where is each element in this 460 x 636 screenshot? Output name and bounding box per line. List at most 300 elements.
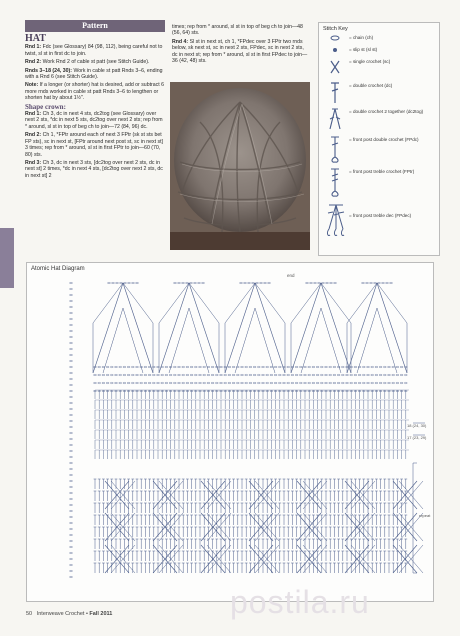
- diagram-chain: [70, 498, 73, 500]
- diagram-chain: [70, 372, 73, 374]
- diagram-stroke: [321, 283, 351, 373]
- diagram-chain: [320, 382, 323, 384]
- diagram-chain: [253, 374, 256, 376]
- diagram-chain: [266, 382, 269, 384]
- diagram-stroke: [291, 283, 321, 373]
- diagram-chain: [379, 374, 382, 376]
- diagram-chain: [375, 382, 378, 384]
- diagram-chain: [312, 382, 315, 384]
- diagram-chain: [245, 374, 248, 376]
- diagram-chain: [375, 366, 378, 368]
- diagram-chain: [334, 282, 337, 284]
- diagram-chain: [144, 366, 147, 368]
- diagram-chain: [392, 374, 395, 376]
- diagram-chain: [70, 384, 73, 386]
- page-footer: 50 Interweave Crochet • Fall 2011: [26, 611, 113, 617]
- diagram-chain: [70, 330, 73, 332]
- diagram-chain: [220, 366, 223, 368]
- diagram-chain: [382, 282, 385, 284]
- diagram-chain: [341, 374, 344, 376]
- diagram-chain: [278, 366, 281, 368]
- instruction-row: Rnds 3–18 (24, 30): Work in cable st patt Rnds 3–6, ending with a Rnd 6 (see Stitch Guide).: [25, 67, 163, 81]
- diagram-chain: [283, 382, 286, 384]
- diagram-chain: [115, 366, 118, 368]
- diagram-chain: [70, 552, 73, 554]
- key-dc2tog: [323, 107, 437, 127]
- diagram-chain: [270, 374, 273, 376]
- diagram-stroke: [377, 283, 407, 323]
- diagram-chain: [119, 382, 122, 384]
- diagram-chain: [161, 374, 164, 376]
- diagram-chain: [312, 374, 315, 376]
- single-crochet-icon: [327, 57, 343, 77]
- diagram-chain: [400, 374, 403, 376]
- diagram-chain: [232, 374, 235, 376]
- diagram-chain: [202, 282, 205, 284]
- double-crochet-icon: [327, 81, 343, 101]
- diagram-chain: [70, 300, 73, 302]
- diagram-chain: [256, 282, 259, 284]
- diagram-chain: [127, 374, 130, 376]
- diagram-chain: [224, 382, 227, 384]
- diagram-chain: [362, 282, 365, 284]
- diagram-chain: [70, 480, 73, 482]
- diagram-chain: [203, 374, 206, 376]
- diagram-chain: [112, 282, 115, 284]
- diagram-chain: [257, 366, 260, 368]
- diagram-chain: [123, 366, 126, 368]
- diagram-label-repeat: repeat: [419, 513, 431, 518]
- diagram-chain: [257, 382, 260, 384]
- diagram-chain: [316, 366, 319, 368]
- diagram-chain: [350, 382, 353, 384]
- diagram-stroke: [377, 308, 397, 373]
- diagram-chain: [157, 374, 160, 376]
- diagram-chain: [182, 382, 185, 384]
- diagram-chain: [215, 382, 218, 384]
- diagram-chain: [329, 382, 332, 384]
- diagram-label-round: 17 (23, 29): [407, 435, 427, 440]
- instruction-row: Rnd 4: Sl st in next st, ch 1, *FPdec over 3 FPtr two rnds below, sk next st, sc in next 2 sts, FPdec, sc in next 2 sts, dc in next st; rep from * around, sl st in first FPdec to join—36 (42, 48) sts.: [172, 38, 308, 65]
- diagram-chain: [70, 342, 73, 344]
- instructions-column-1: [25, 33, 165, 181]
- page-number: 50: [26, 611, 33, 617]
- diagram-chain: [140, 374, 143, 376]
- diagram-chain: [98, 374, 101, 376]
- diagram-chain: [165, 366, 168, 368]
- diagram-chain: [70, 474, 73, 476]
- dc2tog-icon: [327, 107, 343, 127]
- diagram-chain: [299, 382, 302, 384]
- instruction-row: Rnd 1: Fdc (see Glossary) 84 (98, 112), being careful not to twist, sl st in first dc to join.: [25, 44, 163, 57]
- diagram-chain: [400, 366, 403, 368]
- diagram-stroke: [321, 308, 341, 373]
- diagram-stroke: [255, 308, 275, 373]
- diagram-chain: [124, 282, 127, 284]
- instructions-column-2: [172, 24, 310, 66]
- diagram-chain: [173, 382, 176, 384]
- diagram-chain: [203, 366, 206, 368]
- diagram-chain: [70, 450, 73, 452]
- diagram-stroke: [255, 283, 285, 373]
- diagram-chain: [102, 382, 105, 384]
- diagram-stroke: [347, 283, 377, 323]
- diagram-chain: [362, 366, 365, 368]
- diagram-chain: [190, 382, 193, 384]
- diagram-chain: [283, 374, 286, 376]
- instruction-row: Rnd 2: Ch 1, *FPtr around each of next 3 FPtr (sk st sts bet FP sts), sc in next st, [FPtr around next post st, sc in next st] 3 times; rep from * around, sl st in first FPtr to join—60 (70, 80) sts.: [25, 132, 164, 158]
- diagram-stroke: [301, 308, 321, 373]
- diagram-chain: [70, 528, 73, 530]
- diagram-chain: [241, 374, 244, 376]
- diagram-chain: [278, 382, 281, 384]
- diagram-chain: [182, 366, 185, 368]
- diagram-chain: [110, 382, 113, 384]
- diagram-chain: [337, 374, 340, 376]
- diagram-chain: [70, 438, 73, 440]
- diagram-chain: [341, 366, 344, 368]
- pattern-header: Pattern: [25, 20, 165, 32]
- diagram-chain: [232, 366, 235, 368]
- diagram-chain: [287, 374, 290, 376]
- diagram-chain: [316, 374, 319, 376]
- diagram-chain: [362, 374, 365, 376]
- diagram-chain: [186, 282, 189, 284]
- fpdec-icon: [325, 203, 347, 223]
- diagram-chain: [119, 366, 122, 368]
- diagram-chain: [102, 366, 105, 368]
- section-tab: [0, 228, 14, 288]
- issue-label: Fall 2011: [89, 611, 113, 617]
- diagram-chain: [199, 366, 202, 368]
- diagram-chain: [266, 374, 269, 376]
- watermark-logo: postila.ru: [230, 584, 370, 620]
- diagram-chain: [228, 366, 231, 368]
- diagram-chain: [333, 374, 336, 376]
- diagram-chain: [264, 282, 267, 284]
- diagram-chain: [329, 366, 332, 368]
- diagram-stroke: [189, 283, 219, 373]
- diagram-chain: [144, 382, 147, 384]
- diagram-chain: [70, 366, 73, 368]
- diagram-chain: [94, 382, 97, 384]
- key-fpdec: [323, 203, 437, 223]
- diagram-chain: [383, 366, 386, 368]
- diagram-chain: [337, 382, 340, 384]
- diagram-chain: [70, 378, 73, 380]
- diagram-chain: [70, 354, 73, 356]
- diagram-stroke: [159, 283, 189, 323]
- diagram-chain: [318, 282, 321, 284]
- diagram-chain: [236, 374, 239, 376]
- diagram-chain: [70, 504, 73, 506]
- diagram-chain: [70, 564, 73, 566]
- hat-photo: [170, 82, 310, 250]
- diagram-chain: [178, 382, 181, 384]
- diagram-chain: [98, 366, 101, 368]
- diagram-chain: [354, 366, 357, 368]
- diagram-chain: [249, 366, 252, 368]
- diagram-chain: [132, 282, 135, 284]
- magazine-name: Interweave Crochet: [36, 611, 85, 617]
- diagram-chain: [378, 282, 381, 284]
- diagram-chain: [304, 382, 307, 384]
- diagram-chain: [257, 374, 260, 376]
- diagram-chain: [308, 382, 311, 384]
- diagram-label-round: 18 (24, 30): [407, 423, 427, 428]
- diagram-chain: [358, 382, 361, 384]
- diagram-chain: [310, 282, 313, 284]
- diagram-chain: [186, 382, 189, 384]
- diagram-chain: [211, 366, 214, 368]
- diagram-chain: [136, 366, 139, 368]
- diagram-chain: [70, 486, 73, 488]
- diagram-chain: [329, 374, 332, 376]
- diagram-stroke: [123, 283, 153, 323]
- diagram-title: Atomic Hat Diagram: [31, 266, 85, 272]
- diagram-chain: [299, 374, 302, 376]
- crown-title: Shape crown:: [25, 102, 66, 111]
- stitch-key: [318, 22, 440, 256]
- hat-title: HAT: [25, 33, 46, 44]
- diagram-chain: [110, 366, 113, 368]
- diagram-chain: [270, 382, 273, 384]
- diagram-chain: [241, 382, 244, 384]
- diagram-chain: [148, 382, 151, 384]
- diagram-chain: [383, 374, 386, 376]
- instruction-row: Rnd 1: Ch 3, dc in next 4 sts, dc2tog (see Glossary) over next 2 sts, *dc in next 5 sts, dc2tog over next 2 sts; rep from * around, sl st in top of beg ch to join—72 (84, 96) dc.: [25, 111, 163, 130]
- diagram-chain: [299, 366, 302, 368]
- diagram-chain: [131, 382, 134, 384]
- diagram-chain: [94, 374, 97, 376]
- instruction-continued: times; rep from * around, sl st in top of beg ch to join—48 (56, 64) sts.: [172, 24, 303, 37]
- diagram-chain: [314, 282, 317, 284]
- diagram-chain: [295, 366, 298, 368]
- diagram-chain: [228, 374, 231, 376]
- diagram-chain: [262, 366, 265, 368]
- diagram-chain: [119, 374, 122, 376]
- diagram-chain: [367, 366, 370, 368]
- diagram-chain: [70, 462, 73, 464]
- diagram-chain: [291, 374, 294, 376]
- key-double-crochet: [323, 81, 437, 101]
- diagram-chain: [115, 382, 118, 384]
- diagram-chain: [325, 382, 328, 384]
- diagram-chain: [70, 510, 73, 512]
- diagram-chain: [116, 282, 119, 284]
- diagram-chain: [198, 282, 201, 284]
- diagram-chain: [287, 382, 290, 384]
- diagram-stroke: [159, 283, 189, 373]
- diagram-chain: [392, 382, 395, 384]
- stitch-key-title: Stitch Key: [323, 26, 348, 32]
- diagram-chain: [316, 382, 319, 384]
- diagram-chain: [350, 374, 353, 376]
- instruction-row: Rnd 2: Work Rnd 2 of cable st patt (see Stitch Guide).: [25, 59, 150, 66]
- diagram-chain: [404, 382, 407, 384]
- diagram-chain: [211, 382, 214, 384]
- diagram-chain: [127, 366, 130, 368]
- diagram-chain: [70, 426, 73, 428]
- diagram-chain: [274, 382, 277, 384]
- diagram-chain: [203, 382, 206, 384]
- diagram-chain: [70, 360, 73, 362]
- diagram-chain: [367, 374, 370, 376]
- diagram-chain: [70, 414, 73, 416]
- diagram-chain: [186, 366, 189, 368]
- diagram-chain: [333, 382, 336, 384]
- diagram-chain: [268, 282, 271, 284]
- diagram-chain: [148, 374, 151, 376]
- key-label: = double crochet 2 together (dc2tog): [349, 109, 424, 114]
- diagram-chain: [136, 382, 139, 384]
- diagram-chain: [240, 282, 243, 284]
- diagram-chain: [220, 382, 223, 384]
- diagram-chain: [312, 366, 315, 368]
- diagram-chain: [131, 366, 134, 368]
- diagram-chain: [70, 294, 73, 296]
- key-fptr: [323, 167, 437, 187]
- diagram-chain: [244, 282, 247, 284]
- diagram-chain: [70, 534, 73, 536]
- diagram-chain: [320, 374, 323, 376]
- instruction-note: Note: If a longer (or shorter) hat is desired, add or subtract 6 more rnds worked in cable st patt Rnds 3–6 to lengthen or shorten hat by about 1½".: [25, 82, 164, 102]
- diagram-stroke: [189, 308, 209, 373]
- diagram-chain: [131, 374, 134, 376]
- key-label: = chain (ch): [349, 35, 374, 40]
- diagram-stroke: [255, 283, 285, 323]
- diagram-chain: [70, 402, 73, 404]
- diagram-stroke: [357, 308, 377, 373]
- diagram-chain: [70, 468, 73, 470]
- diagram-chain: [127, 382, 130, 384]
- diagram-chain: [194, 374, 197, 376]
- diagram-chain: [174, 282, 177, 284]
- diagram-chain: [136, 374, 139, 376]
- diagram-chain: [295, 374, 298, 376]
- diagram-chain: [304, 374, 307, 376]
- diagram-chart: [27, 263, 433, 601]
- diagram-chain: [249, 374, 252, 376]
- diagram-stroke: [291, 283, 321, 323]
- diagram-chain: [304, 366, 307, 368]
- diagram-chain: [123, 382, 126, 384]
- diagram-chain: [106, 382, 109, 384]
- diagram-chain: [224, 374, 227, 376]
- diagram-chain: [140, 382, 143, 384]
- diagram-chain: [70, 390, 73, 392]
- diagram-chain: [260, 282, 263, 284]
- diagram-chain: [211, 374, 214, 376]
- diagram-chain: [70, 420, 73, 422]
- key-label: = single crochet (sc): [349, 59, 391, 64]
- key-label: = slip st (sl st): [349, 47, 378, 52]
- diagram-chain: [308, 374, 311, 376]
- diagram-stroke: [93, 283, 123, 373]
- key-label: = double crochet (dc): [349, 83, 393, 88]
- diagram-chain: [190, 282, 193, 284]
- diagram-chain: [70, 546, 73, 548]
- diagram-chain: [106, 366, 109, 368]
- diagram-chain: [249, 382, 252, 384]
- key-label: = front post treble dec (FPdec): [349, 213, 412, 218]
- diagram-chain: [70, 522, 73, 524]
- diagram-chain: [291, 382, 294, 384]
- diagram-chain: [207, 382, 210, 384]
- diagram-chain: [161, 382, 164, 384]
- diagram-stroke: [225, 283, 255, 373]
- diagram-chain: [194, 382, 197, 384]
- fptr-icon: [327, 167, 343, 187]
- diagram-chain: [358, 374, 361, 376]
- diagram-chain: [386, 282, 389, 284]
- crochet-diagram: [26, 262, 434, 602]
- diagram-chain: [70, 306, 73, 308]
- diagram-chain: [165, 374, 168, 376]
- diagram-stroke: [377, 283, 407, 373]
- diagram-stroke: [347, 283, 377, 373]
- diagram-chain: [70, 558, 73, 560]
- diagram-chain: [236, 382, 239, 384]
- diagram-chain: [152, 382, 155, 384]
- diagram-chain: [248, 282, 251, 284]
- diagram-chain: [341, 382, 344, 384]
- diagram-chain: [165, 382, 168, 384]
- diagram-chain: [190, 374, 193, 376]
- diagram-chain: [320, 366, 323, 368]
- diagram-stroke: [123, 308, 143, 373]
- diagram-chain: [326, 282, 329, 284]
- diagram-chain: [371, 366, 374, 368]
- diagram-chain: [70, 456, 73, 458]
- diagram-chain: [383, 382, 386, 384]
- diagram-chain: [396, 382, 399, 384]
- diagram-chain: [98, 382, 101, 384]
- diagram-chain: [182, 374, 185, 376]
- diagram-chain: [108, 282, 111, 284]
- diagram-stroke: [189, 283, 219, 323]
- diagram-chain: [136, 282, 139, 284]
- diagram-chain: [70, 336, 73, 338]
- diagram-chain: [375, 374, 378, 376]
- diagram-chain: [306, 282, 309, 284]
- diagram-chain: [262, 382, 265, 384]
- diagram-chain: [252, 282, 255, 284]
- diagram-chain: [70, 432, 73, 434]
- instruction-row: Rnd 3: Ch 3, dc in next 3 sts, [dc2tog over next 2 sts, dc in next st] 2 times, *dc in next 4 sts, [dc2tog over next 2 sts, dc in next st] 2: [25, 159, 163, 179]
- diagram-chain: [278, 374, 281, 376]
- diagram-chain: [367, 382, 370, 384]
- diagram-chain: [173, 374, 176, 376]
- diagram-chain: [178, 282, 181, 284]
- diagram-chain: [262, 374, 265, 376]
- diagram-chain: [333, 366, 336, 368]
- diagram-chain: [374, 282, 377, 284]
- diagram-chain: [253, 382, 256, 384]
- key-label: = front post double crochet (FPdc): [349, 137, 419, 142]
- diagram-chain: [392, 366, 395, 368]
- diagram-chain: [70, 312, 73, 314]
- diagram-chain: [396, 374, 399, 376]
- diagram-chain: [379, 382, 382, 384]
- diagram-chain: [253, 366, 256, 368]
- diagram-chain: [70, 408, 73, 410]
- diagram-chain: [245, 366, 248, 368]
- diagram-chain: [274, 366, 277, 368]
- diagram-chain: [325, 366, 328, 368]
- diagram-chain: [215, 374, 218, 376]
- diagram-chain: [232, 382, 235, 384]
